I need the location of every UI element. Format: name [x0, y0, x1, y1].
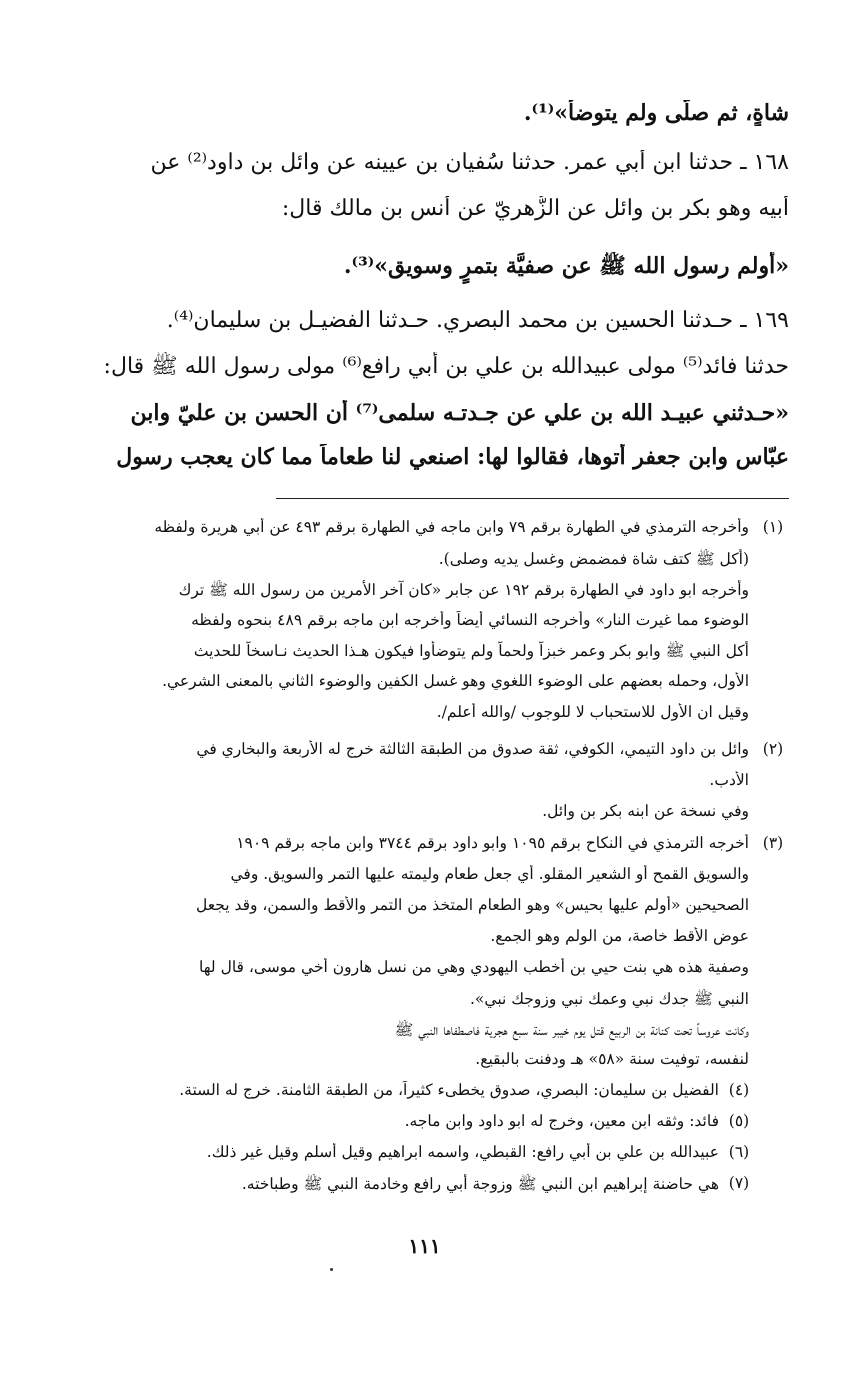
hadith-169-matn-line-2: عبّاس وابن جعفر أتوها، فقالوا لها: اصنعي لنا طعاماً مما كان يعجب رسول: [116, 444, 789, 470]
footnote-5: فائد: وثقه ابن معين، وخرج له ابو داود وابن ماجه.: [404, 1112, 719, 1130]
footnote-3-line-1: أخرجه الترمذي في النكاح برقم ١٠٩٥ وابو داود برقم ٣٧٤٤ وابن ماجه برقم ١٩٠٩: [236, 834, 749, 852]
footnote-7: هي حاضنة إبراهيم ابن النبي ﷺ وزوجة أبي رافع وخادمة النبي ﷺ وطباخته.: [241, 1175, 719, 1193]
footnote-3-line-8: لنفسه، توفيت سنة «٥٨» هـ ودفنت بالبقيع.: [475, 1050, 749, 1068]
main-text-line-1: شاةٍ، ثم صلّى ولم يتوضأ»⁽¹⁾.: [523, 100, 789, 126]
footnote-number-4: (٤): [728, 1081, 750, 1099]
footnote-3-line-7: وكانت عروساً تحت كنانة بن الربيع قتل يوم خيبر سنة سبع هجرية فاصطفاها النبي ﷺ: [394, 1021, 749, 1039]
footnote-number-5: (٥): [728, 1112, 750, 1130]
footnote-1-line-6: الأول، وحمله بعضهم على الوضوء اللغوي وهو غسل الكفين والوضوء الثاني بالمعنى الشرعي.: [162, 672, 749, 690]
printing-speck: [330, 1268, 333, 1271]
footnote-3-line-5: وصفية هذه هي بنت حيي بن أخطب اليهودي وهي من نسل هارون أخي موسى، قال لها: [199, 958, 749, 976]
footnote-2-line-2: الأدب.: [709, 771, 749, 789]
footnote-1-line-3: وأخرجه ابو داود في الطهارة برقم ١٩٢ عن جابر «كان آخر الأمرين من رسول الله ﷺ ترك: [178, 581, 749, 599]
hadith-169-line-2: حدثنا فائد⁽⁵⁾ مولى عبيدالله بن علي بن أبي رافع⁽⁶⁾ مولى رسول الله ﷺ قال:: [103, 354, 789, 379]
footnote-number-2: (٢): [762, 740, 784, 758]
hadith-168-matn: «أولم رسول الله ﷺ عن صفيَّة بتمرٍ وسويق»⁽³⁾.: [343, 253, 789, 279]
footnote-1-line-5: أكل النبي ﷺ وابو بكر وعمر خبزاً ولحماً ولم يتوضأوا فيكون هـذا الحديث نـاسخاً للحديث: [193, 642, 749, 660]
footnote-3-line-4: عوض الأقط خاصة، من الولم وهو الجمع.: [490, 927, 749, 945]
hadith-168-line-2: أبيه وهو بكر بن وائل عن الزُّهريّ عن أنس بن مالك قال:: [281, 196, 789, 221]
footnote-3-line-3: الصحيحين «أولم عليها بحيس» وهو الطعام المتخذ من التمر والأقط والسمن، وقد يجعل: [196, 896, 749, 914]
footnote-number-1: (١): [762, 518, 784, 536]
footnote-4: الفضيل بن سليمان: البصري، صدوق يخطىء كثيراً، من الطبقة الثامنة. خرج له الستة.: [179, 1081, 719, 1099]
hadith-169-line-1: ١٦٩ ـ حـدثنا الحسين بن محمد البصري. حـدثنا الفضيـل بن سليمان⁽⁴⁾.: [166, 308, 789, 333]
footnote-2-line-3: وفي نسخة عن ابنه بكر بن وائل.: [542, 802, 749, 820]
footnote-1-line-2: (أكل ﷺ كتف شاة فمضمض وغسل يديه وصلى).: [438, 550, 749, 568]
footnote-separator: [276, 498, 789, 499]
footnote-1-line-7: وقيل ان الأول للاستحباب لا للوجوب /والله أعلم/.: [436, 703, 749, 721]
footnote-number-7: (٧): [728, 1174, 750, 1192]
footnote-2-line-1: وائل بن داود التيمي، الكوفي، ثقة صدوق من الطبقة الثالثة خرج له الأربعة والبخاري في: [196, 740, 749, 758]
footnote-1-line-1: وأخرجه الترمذي في الطهارة برقم ٧٩ وابن ماجه في الطهارة برقم ٤٩٣ عن أبي هريرة ولفظه: [154, 518, 749, 536]
footnote-3-line-2: والسويق القمح أو الشعير المقلو. أي جعل طعام وليمته عليها التمر والسويق. وفي: [230, 865, 749, 883]
hadith-169-matn-line-1: «حـدثني عبيـد الله بن علي عن جـدتـه سلمى⁽⁷⁾ أن الحسن بن عليّ وابن: [130, 400, 789, 426]
footnote-3-line-6: النبي ﷺ جدك نبي وعمك نبي وزوجك نبي».: [469, 990, 749, 1008]
footnote-6: عبيدالله بن علي بن أبي رافع: القبطي، واسمه ابراهيم وقيل أسلم وقيل غير ذلك.: [206, 1143, 719, 1161]
footnote-number-6: (٦): [728, 1143, 750, 1161]
page-number: ١١١: [408, 1234, 441, 1258]
footnote-number-3: (٣): [762, 834, 784, 852]
hadith-168-line-1: ١٦٨ ـ حدثنا ابن أبي عمر. حدثنا سُفيان بن عيينه عن وائل بن داود⁽²⁾ عن: [150, 150, 789, 175]
footnote-1-line-4: الوضوء مما غيرت النار» وأخرجه النسائي أيضاً وأخرجه ابن ماجه برقم ٤٨٩ بنحوه ولفظه: [191, 611, 749, 629]
